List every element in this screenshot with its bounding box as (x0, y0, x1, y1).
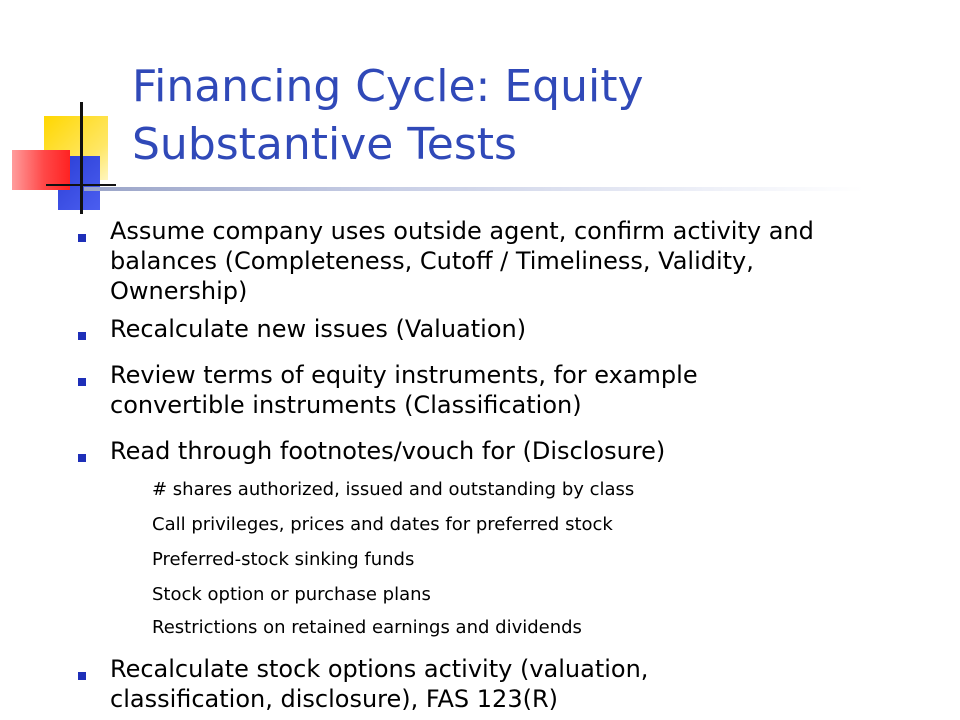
bullet-text-line: Read through footnotes/vouch for (Disclosure) (110, 437, 666, 465)
sub-bullet-item (120, 616, 938, 640)
square-bullet-icon (78, 234, 86, 242)
bullet-text-line: convertible instruments (Classification) (110, 391, 582, 419)
bullet-item (78, 314, 938, 344)
bullet-text-line: Ownership) (110, 277, 248, 305)
bullet-text-line: classification, disclosure), FAS 123(R) (110, 685, 558, 713)
sub-bullet-item (120, 548, 938, 572)
bullet-item (78, 360, 938, 420)
title-line-2: Substantive Tests (132, 119, 517, 170)
sub-bullet-item (120, 583, 938, 607)
bullet-item (78, 654, 938, 714)
bullet-item (78, 216, 938, 306)
square-bullet-icon (78, 378, 86, 386)
square-bullet-icon (78, 672, 86, 680)
bullet-text-line: Recalculate new issues (Valuation) (110, 315, 527, 343)
sub-bullet-text: Call privileges, prices and dates for preferred stock (152, 514, 613, 535)
sub-bullet-item (120, 478, 938, 502)
sub-bullet-text: Preferred-stock sinking funds (152, 549, 415, 570)
sub-bullet-text: Restrictions on retained earnings and dividends (152, 617, 582, 638)
bullet-text-line: balances (Completeness, Cutoff / Timeliness, Validity, (110, 247, 754, 275)
bullet-list (78, 216, 938, 714)
slide-title (132, 58, 892, 174)
bullet-text-line: Review terms of equity instruments, for example (110, 361, 698, 389)
sub-bullet-text: # shares authorized, issued and outstanding by class (152, 479, 635, 500)
bullet-text-line: Recalculate stock options activity (valuation, (110, 655, 649, 683)
horizontal-line-shape (46, 184, 116, 186)
sub-bullet-text: Stock option or purchase plans (152, 584, 431, 605)
title-line-1: Financing Cycle: Equity (132, 61, 644, 112)
vertical-line-shape (80, 102, 83, 214)
bullet-text-line: Assume company uses outside agent, confirm activity and (110, 217, 814, 245)
title-underline-rule (84, 187, 864, 191)
square-bullet-icon (78, 332, 86, 340)
square-bullet-icon (78, 454, 86, 462)
bullet-item (78, 436, 938, 466)
sub-bullet-item (120, 513, 938, 537)
